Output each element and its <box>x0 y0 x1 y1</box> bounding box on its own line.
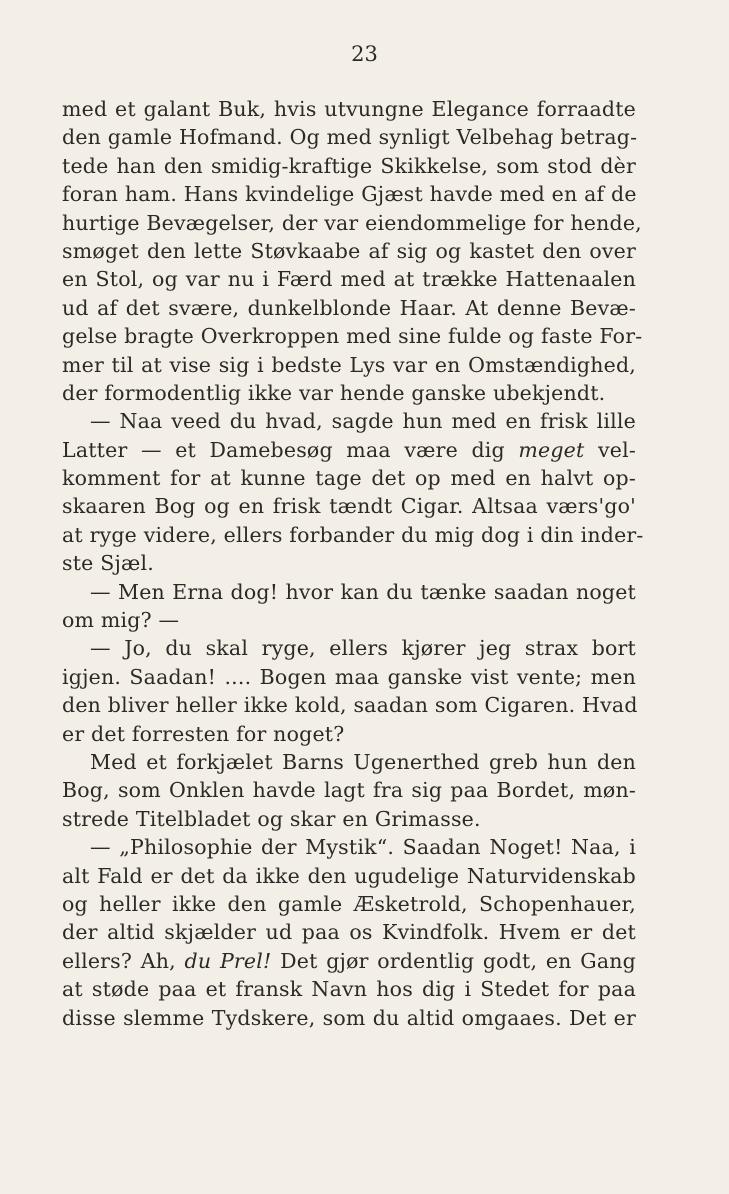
text-line: igjen. Saadan! .... Bogen maa ganske vist vente; men <box>62 664 636 689</box>
text-line: Latter — et Damebesøg maa være dig meget vel- <box>62 437 636 462</box>
text-line: om mig? — <box>62 608 180 633</box>
text-line: ud af det svære, dunkelblonde Haar. At denne Bevæ- <box>62 295 636 320</box>
text-line: tede han den smidig-kraftige Skikkelse, som stod dèr <box>62 153 636 178</box>
text-line: — Naa veed du hvad, sagde hun med en frisk lille <box>90 409 636 434</box>
text-line: ste Sjæl. <box>62 551 154 576</box>
text-line: en Stol, og var nu i Færd med at trække Hattenaalen <box>62 267 636 292</box>
text-line: der altid skjælder ud paa os Kvindfolk. Hvem er det <box>62 920 636 945</box>
text-line: strede Titelbladet og skar en Grimasse. <box>62 806 481 831</box>
text-line: alt Fald er det da ikke den ugudelige Naturvidenskab <box>62 863 636 888</box>
text-line: komment for at kunne tage det op med en halvt op- <box>62 466 636 491</box>
emphasis: du Prel! <box>184 948 272 973</box>
text-line: Med et forkjælet Barns Ugenerthed greb hun den <box>90 749 636 774</box>
text-line: at ryge videre, ellers forbander du mig dog i din inder- <box>62 522 644 547</box>
text-line: ellers? Ah, du Prel! Det gjør ordentlig godt, en Gang <box>62 948 636 973</box>
text-line: — Men Erna dog! hvor kan du tænke saadan noget <box>90 579 636 604</box>
page-number: 23 <box>351 42 378 66</box>
text-line: — „Philosophie der Mystik“. Saadan Noget! Naa, i <box>90 835 636 860</box>
text-line: der formodentlig ikke var hende ganske ubekjendt. <box>62 380 606 405</box>
text-line: den gamle Hofmand. Og med synligt Velbehag betrag- <box>62 125 638 150</box>
text-line: — Jo, du skal ryge, ellers kjører jeg strax bort <box>90 636 636 661</box>
text-line: er det forresten for noget? <box>62 721 345 746</box>
text-line: foran ham. Hans kvindelige Gjæst havde med en af de <box>62 182 637 207</box>
text-line: den bliver heller ikke kold, saadan som Cigaren. Hvad <box>62 693 638 718</box>
text-line: mer til at vise sig i bedste Lys var en Omstændighed, <box>62 352 636 377</box>
text-line: med et galant Buk, hvis utvungne Elegance forraadte <box>62 97 636 121</box>
text-line: at støde paa et fransk Navn hos dig i Stedet for paa <box>62 977 636 1002</box>
text-line: disse slemme Tydskere, som du altid omgaaes. Det er <box>62 1005 636 1030</box>
text-line: hurtige Bevægelser, der var eiendommelige for hende, <box>62 210 642 235</box>
text-line: og heller ikke den gamle Æsketrold, Schopenhauer, <box>62 891 636 916</box>
emphasis: meget <box>518 437 585 462</box>
body-text <box>62 95 644 1032</box>
text-line: smøget den lette Støvkaabe af sig og kastet den over <box>62 238 636 263</box>
text-line: skaaren Bog og en frisk tændt Cigar. Altsaa værs'go' <box>62 494 636 519</box>
text-line: gelse bragte Overkroppen med sine fulde og faste For- <box>62 324 643 349</box>
text-line: Bog, som Onklen havde lagt fra sig paa Bordet, møn- <box>62 778 636 803</box>
